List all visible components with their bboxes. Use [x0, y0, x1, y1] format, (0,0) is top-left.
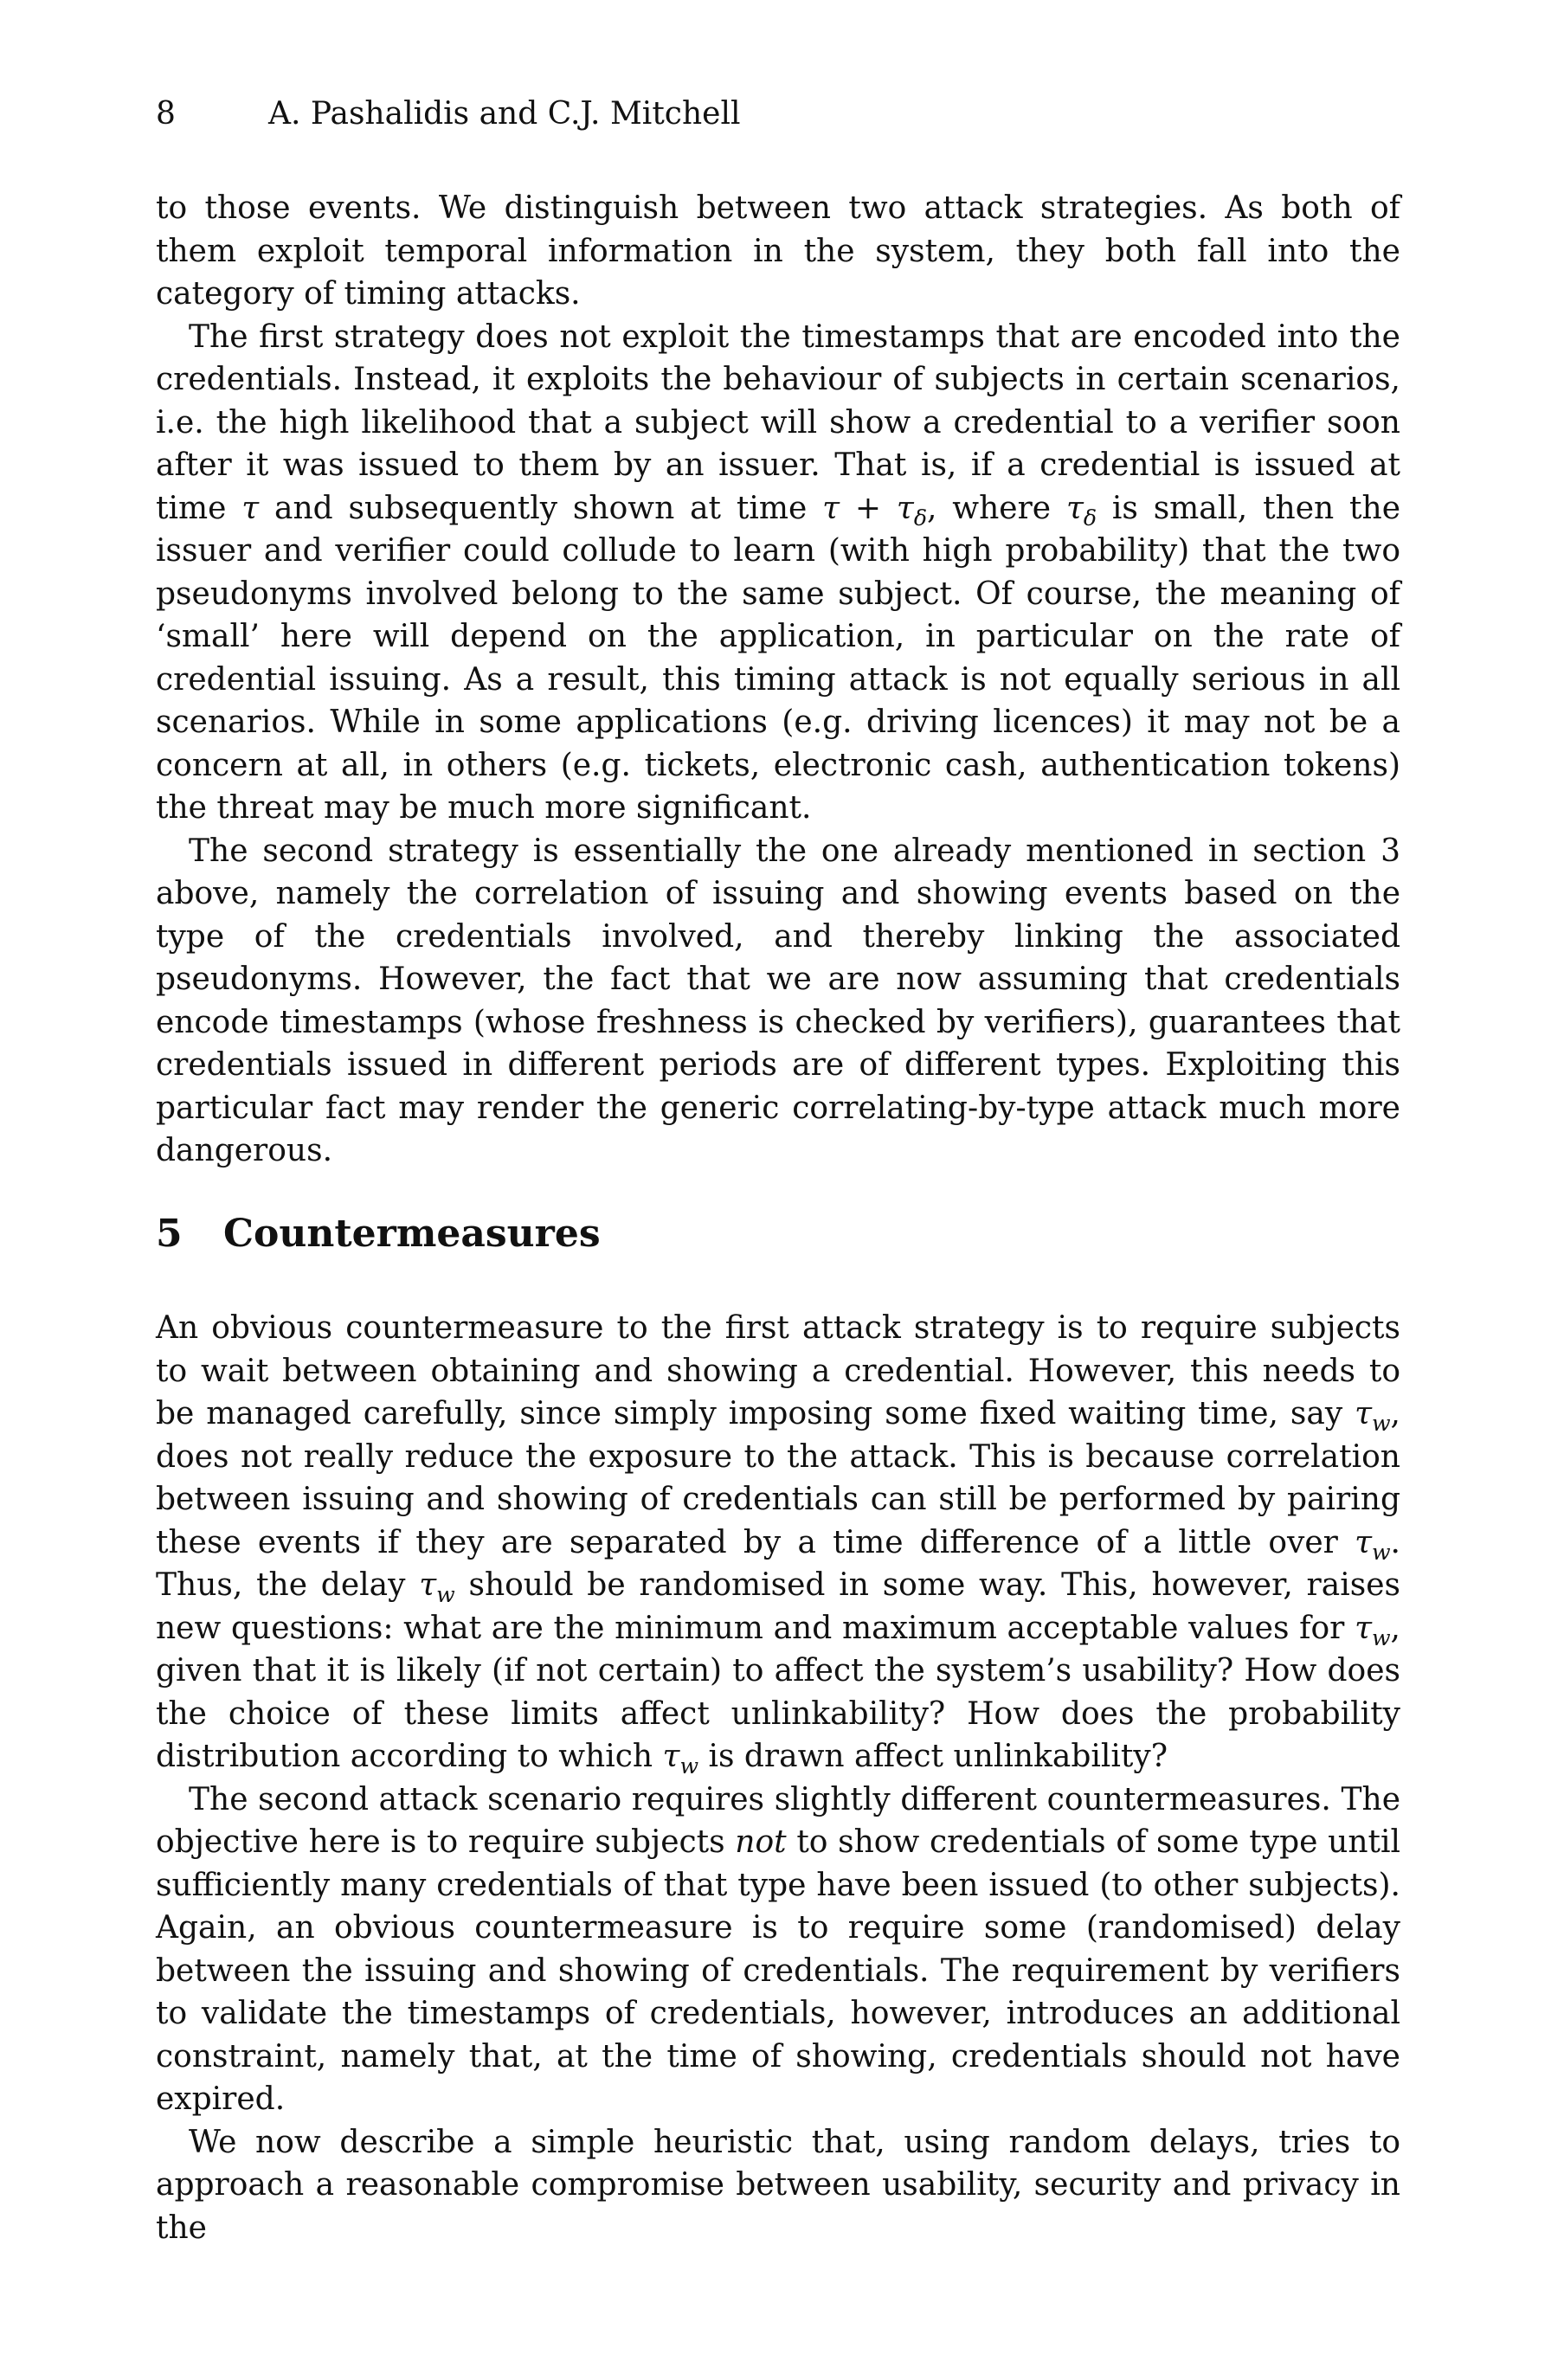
paragraph: We now describe a simple heuristic that, using random delays, tries to approach a reasonable compromise between usability, security and privacy in the [156, 2124, 1400, 2246]
math-symbol: τ [241, 490, 260, 526]
math-symbol: $\tau_w$ [1355, 1610, 1391, 1650]
running-head-authors: A. Pashalidis and C.J. Mitchell [268, 96, 741, 132]
paragraph: The first strategy does not exploit the timestamps that are encoded into the credentials. Instead, it exploits the behaviour of subjects in certain scenarios, i.e. the high likelihood that a subject will show a credential to a verifier soon after it was issued to them by an issuer. That is, if a credential is issued at time τ and subsequently shown at time $\tau + \tau_\delta$, where $\tau_\delta$ is small, then the issuer and verifier could collude to learn (with high probability) that the two pseudonyms involved belong to the same subject. Of course, the meaning of ‘small’ here will depend on the application, in particular on the rate of credential issuing. As a result, this timing attack is not equally serious in all scenarios. While in some applications (e.g. driving licences) it may not be a concern at all, in others (e.g. tickets, electronic cash, authentication tokens) the threat may be much more significant. [156, 318, 1401, 826]
paragraph: The second strategy is essentially the one already mentioned in section 3 above, namely the correlation of issuing and showing events based on the type of the credentials involved, and thereby linking the associated pseudonyms. However, the fact that we are now assuming that credentials encode timestamps (whose freshness is checked by verifiers), guarantees that credentials issued in different periods are of different types. Exploiting this particular fact may render the generic correlating-by-type attack much more dangerous. [156, 833, 1400, 1168]
math-symbol: $\tau_w$ [419, 1567, 455, 1608]
math-symbol: $\tau_\delta$ [1065, 490, 1097, 531]
running-head [156, 93, 740, 135]
paragraph: to those events. We distinguish between two attack strategies. As both of them exploit temporal information in the system, they both fall into the category of timing attacks. [156, 190, 1400, 312]
body-text-top [156, 187, 1400, 1173]
paragraph: An obvious countermeasure to the first attack strategy is to require subjects to wait between obtaining and showing a credential. However, this needs to be managed carefully, since simply imposing some fixed waiting time, say $\tau_w$, does not really reduce the exposure to the attack. This is because correlation between issuing and showing of credentials can still be performed by pairing these events if they are separated by a time difference of a little over $\tau_w$. Thus, the delay $\tau_w$ should be randomised in some way. This, however, raises new questions: what are the minimum and maximum acceptable values for $\tau_w$, given that it is likely (if not certain) to affect the system’s usability? How does the choice of these limits affect unlinkability? How does the probability distribution according to which $\tau_w$ is drawn affect unlinkability? [156, 1310, 1400, 1779]
math-symbol: $\tau + \tau_\delta$ [822, 490, 927, 531]
section-number: 5 [156, 1212, 183, 1256]
math-symbol: $\tau_w$ [662, 1739, 699, 1779]
body-text-bottom [156, 1307, 1400, 2249]
math-symbol: $\tau_w$ [1355, 1396, 1391, 1437]
page-number: 8 [156, 96, 176, 132]
section-heading [156, 1210, 601, 1258]
emphasis: not [735, 1824, 787, 1860]
math-symbol: $\tau_w$ [1355, 1524, 1391, 1565]
section-title: Countermeasures [223, 1212, 601, 1256]
paragraph: The second attack scenario requires slightly different countermeasures. The objective here is to require subjects not to show credentials of some type until sufficiently many credentials of that type have been issued (to other subjects). Again, an obvious countermeasure is to require some (randomised) delay between the issuing and showing of credentials. The requirement by verifiers to validate the timestamps of credentials, however, introduces an additional constraint, namely that, at the time of showing, credentials should not have expired. [156, 1781, 1400, 2117]
